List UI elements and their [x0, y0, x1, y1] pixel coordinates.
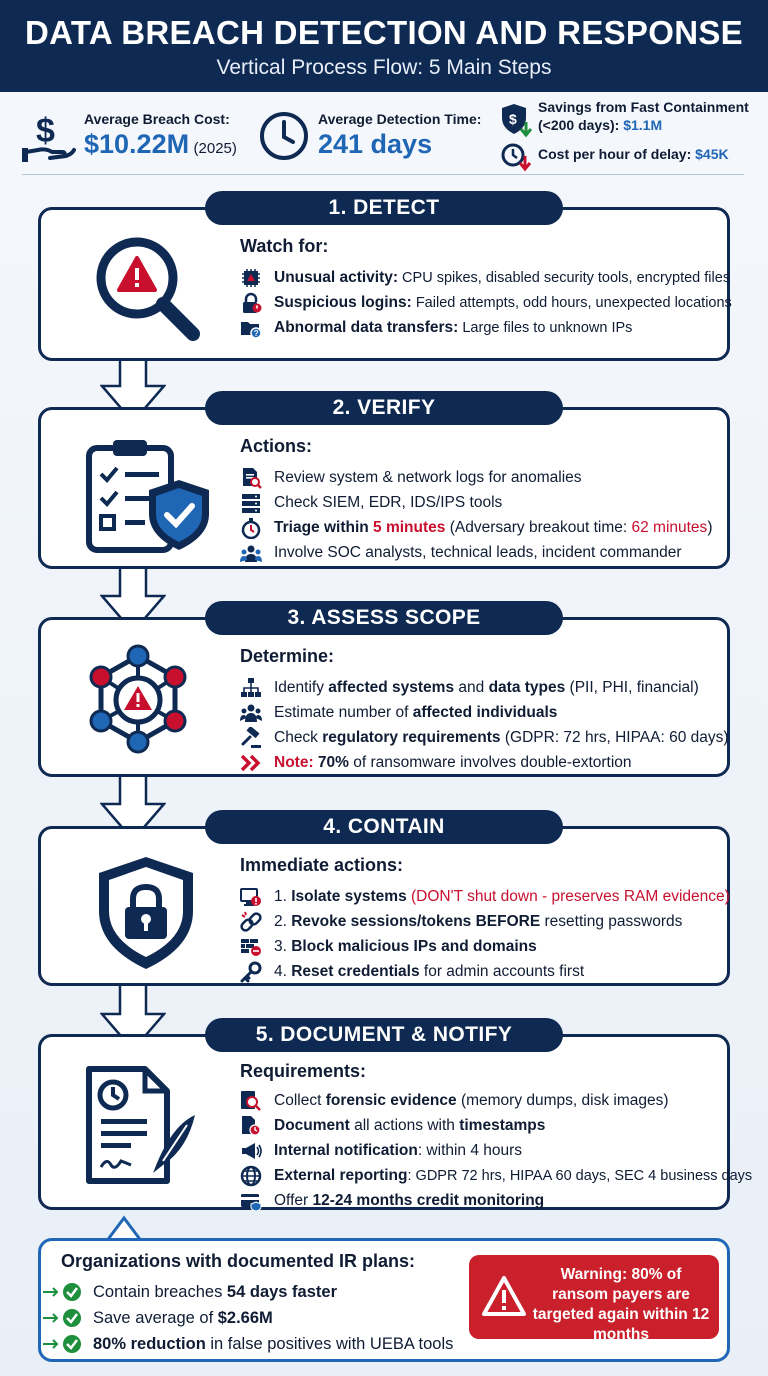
item-red-bold: 5 minutes	[373, 518, 446, 536]
item-text: (memory dumps, disk images)	[456, 1091, 669, 1109]
list-item	[240, 540, 712, 565]
item-bold: 70%	[313, 753, 349, 771]
summary-bold: $2.66M	[217, 1308, 273, 1327]
item-pre: 3.	[274, 937, 292, 955]
clock-icon	[258, 110, 310, 162]
item-red-bold: Note:	[274, 753, 314, 771]
item-bold-2: timestamps	[459, 1116, 546, 1134]
step-card-verify	[38, 407, 730, 569]
shield-dollar-icon	[500, 102, 532, 138]
item-text: resetting passwords	[540, 912, 683, 930]
item-mid: and	[454, 678, 489, 696]
step-card-detect	[38, 207, 730, 361]
list-item	[240, 750, 729, 775]
item-text: Review system & network logs for anomalies	[274, 468, 582, 486]
item-red: 62 minutes	[631, 518, 708, 536]
item-pre: 4.	[274, 962, 292, 980]
item-pre: Identify	[274, 678, 329, 696]
item-pre: 2.	[274, 912, 292, 930]
item-tail: )	[707, 518, 713, 536]
stat-cost-year: (2025)	[193, 140, 237, 157]
stat-savings-label-1: Savings from Fast Containment	[538, 99, 749, 115]
arrow-check-icon	[43, 1307, 87, 1329]
stat-savings-value: $1.1M	[623, 117, 663, 133]
list-item	[240, 959, 730, 984]
step-title-detect: 1. DETECT	[205, 191, 563, 225]
item-text: (GDPR: 72 hrs, HIPAA: 60 days)	[500, 728, 729, 746]
stat-delay-label: Cost per hour of delay:	[538, 146, 692, 162]
item-pre: Offer	[274, 1191, 313, 1209]
item-text: : within 4 hours	[417, 1141, 523, 1159]
list-item	[240, 290, 732, 315]
magnifier-alert-icon	[89, 230, 209, 350]
item-text: all actions with	[349, 1116, 460, 1134]
item-pre: Estimate number of	[274, 703, 413, 721]
item-text: Failed attempts, odd hours, unexpected locations	[411, 294, 732, 311]
list-item	[240, 1088, 752, 1113]
header-banner	[0, 0, 768, 92]
list-item	[240, 1163, 752, 1188]
step-card-document-notify	[38, 1034, 753, 1210]
item-text: : GDPR 72 hrs, HIPAA 60 days, SEC 4 business days	[407, 1167, 753, 1184]
item-red: (DON'T shut down - preserves RAM evidence)	[406, 887, 730, 905]
step-heading: Actions:	[240, 436, 312, 456]
credit-card-icon	[240, 1190, 262, 1212]
svg-text:$: $	[509, 111, 517, 127]
shield-lock-icon	[91, 853, 201, 973]
item-text: of ransomware involves double-extortion	[348, 753, 632, 771]
item-text: Check SIEM, EDR, IDS/IPS tools	[274, 493, 503, 511]
step-heading: Immediate actions:	[240, 855, 404, 875]
item-bold: Unusual activity:	[274, 268, 399, 286]
gavel-icon	[240, 727, 262, 749]
item-bold-2: data types	[488, 678, 566, 696]
stat-cost-label: Average Breach Cost:	[84, 111, 230, 127]
stopwatch-icon	[240, 517, 262, 539]
list-item	[240, 934, 730, 959]
step-heading: Watch for:	[240, 236, 329, 256]
item-bold: Triage within	[274, 518, 374, 536]
server-icon	[240, 492, 262, 514]
megaphone-icon	[240, 1140, 262, 1162]
item-text: (PII, PHI, financial)	[565, 678, 699, 696]
stats-bar	[0, 92, 768, 176]
network-alert-icon	[83, 644, 193, 764]
step-title-document-notify: 5. DOCUMENT & NOTIFY	[205, 1018, 563, 1052]
item-bold: regulatory requirements	[322, 728, 501, 746]
log-search-icon	[240, 467, 262, 489]
people-icon	[240, 702, 262, 724]
page-title: DATA BREACH DETECTION AND RESPONSE	[25, 14, 743, 51]
arrow-check-icon	[43, 1333, 87, 1355]
lock-alert-icon	[240, 292, 262, 314]
item-text: Involve SOC analysts, technical leads, incident commander	[274, 543, 682, 561]
item-bold: Block malicious IPs and domains	[291, 937, 537, 955]
item-pre: 1.	[274, 887, 292, 905]
summary-item	[43, 1333, 453, 1355]
document-quill-icon	[83, 1065, 203, 1189]
item-bold: Abnormal data transfers:	[274, 318, 459, 336]
double-chevron-icon	[240, 752, 262, 774]
step-title-assess-scope: 3. ASSESS SCOPE	[205, 601, 563, 635]
item-bold: 12-24 months credit monitoring	[312, 1191, 545, 1209]
dollar-hand-icon	[22, 108, 76, 166]
stats-divider	[22, 174, 744, 175]
summary-pre: Save average of	[93, 1308, 218, 1327]
item-bold: Revoke sessions/tokens BEFORE	[291, 912, 541, 930]
step-title-contain: 4. CONTAIN	[205, 810, 563, 844]
summary-pre: Contain breaches	[93, 1282, 227, 1301]
item-bold: Internal notification	[274, 1141, 418, 1159]
item-pre: Check	[274, 728, 323, 746]
arrow-check-icon	[43, 1281, 87, 1303]
warning-text: Warning: 80% of ransom payers are targeted again within 12 months	[532, 1266, 710, 1343]
list-item	[240, 909, 730, 934]
item-text: (Adversary breakout time:	[445, 518, 632, 536]
step-card-contain	[38, 826, 730, 986]
summary-bold: 80% reduction	[93, 1334, 206, 1353]
stat-savings-label-2: (<200 days):	[538, 117, 620, 133]
list-item	[240, 465, 712, 490]
step-heading: Requirements:	[240, 1061, 367, 1081]
list-item	[240, 884, 730, 909]
list-item	[240, 675, 729, 700]
item-bold: affected systems	[328, 678, 455, 696]
item-bold: Isolate systems	[291, 887, 407, 905]
clock-delay-icon	[500, 142, 532, 172]
list-item	[240, 490, 712, 515]
ir-plans-summary	[38, 1238, 730, 1362]
forensic-icon	[240, 1090, 262, 1112]
cpu-alert-icon	[240, 267, 262, 289]
monitor-alert-icon	[240, 886, 262, 908]
broken-link-icon	[240, 911, 262, 933]
summary-heading: Organizations with documented IR plans:	[61, 1251, 416, 1271]
list-item	[240, 725, 729, 750]
item-pre: Collect	[274, 1091, 326, 1109]
warning-icon	[481, 1275, 527, 1317]
item-bold: forensic evidence	[325, 1091, 457, 1109]
document-clock-icon	[240, 1115, 262, 1137]
item-bold: Reset credentials	[291, 962, 420, 980]
stat-cost-value: $10.22M	[84, 129, 190, 159]
firewall-icon	[240, 936, 262, 958]
summary-bold: 54 days faster	[226, 1282, 337, 1301]
list-item	[240, 1188, 752, 1213]
step-heading: Determine:	[240, 646, 335, 666]
svg-text:$: $	[36, 112, 55, 150]
list-item	[240, 1138, 752, 1163]
list-item	[240, 265, 732, 290]
warning-box	[469, 1255, 719, 1343]
folder-question-icon	[240, 317, 262, 339]
list-item	[240, 515, 712, 540]
list-item	[240, 315, 732, 340]
list-item	[240, 700, 729, 725]
item-bold: External reporting	[274, 1166, 408, 1184]
stat-detection-value: 241 days	[318, 129, 433, 159]
item-bold: affected individuals	[412, 703, 558, 721]
globe-icon	[240, 1165, 262, 1187]
stat-detection-label: Average Detection Time:	[318, 111, 482, 127]
summary-item	[43, 1307, 273, 1329]
item-bold: Document	[274, 1116, 350, 1134]
step-card-assess-scope	[38, 617, 730, 777]
item-bold: Suspicious logins:	[274, 293, 412, 311]
key-icon	[240, 961, 262, 983]
team-icon	[240, 542, 262, 564]
item-text: Large files to unknown IPs	[458, 319, 633, 336]
item-text: for admin accounts first	[419, 962, 585, 980]
svg-text:?: ?	[253, 328, 259, 338]
page-subtitle: Vertical Process Flow: 5 Main Steps	[216, 56, 552, 79]
list-item	[240, 1113, 752, 1138]
hierarchy-icon	[240, 677, 262, 699]
summary-item	[43, 1281, 337, 1303]
summary-text: in false positives with UEBA tools	[205, 1334, 454, 1353]
item-text: CPU spikes, disabled security tools, encrypted files	[398, 269, 731, 286]
stat-delay-value: $45K	[695, 146, 729, 162]
step-title-verify: 2. VERIFY	[205, 391, 563, 425]
clipboard-shield-icon	[81, 438, 221, 556]
